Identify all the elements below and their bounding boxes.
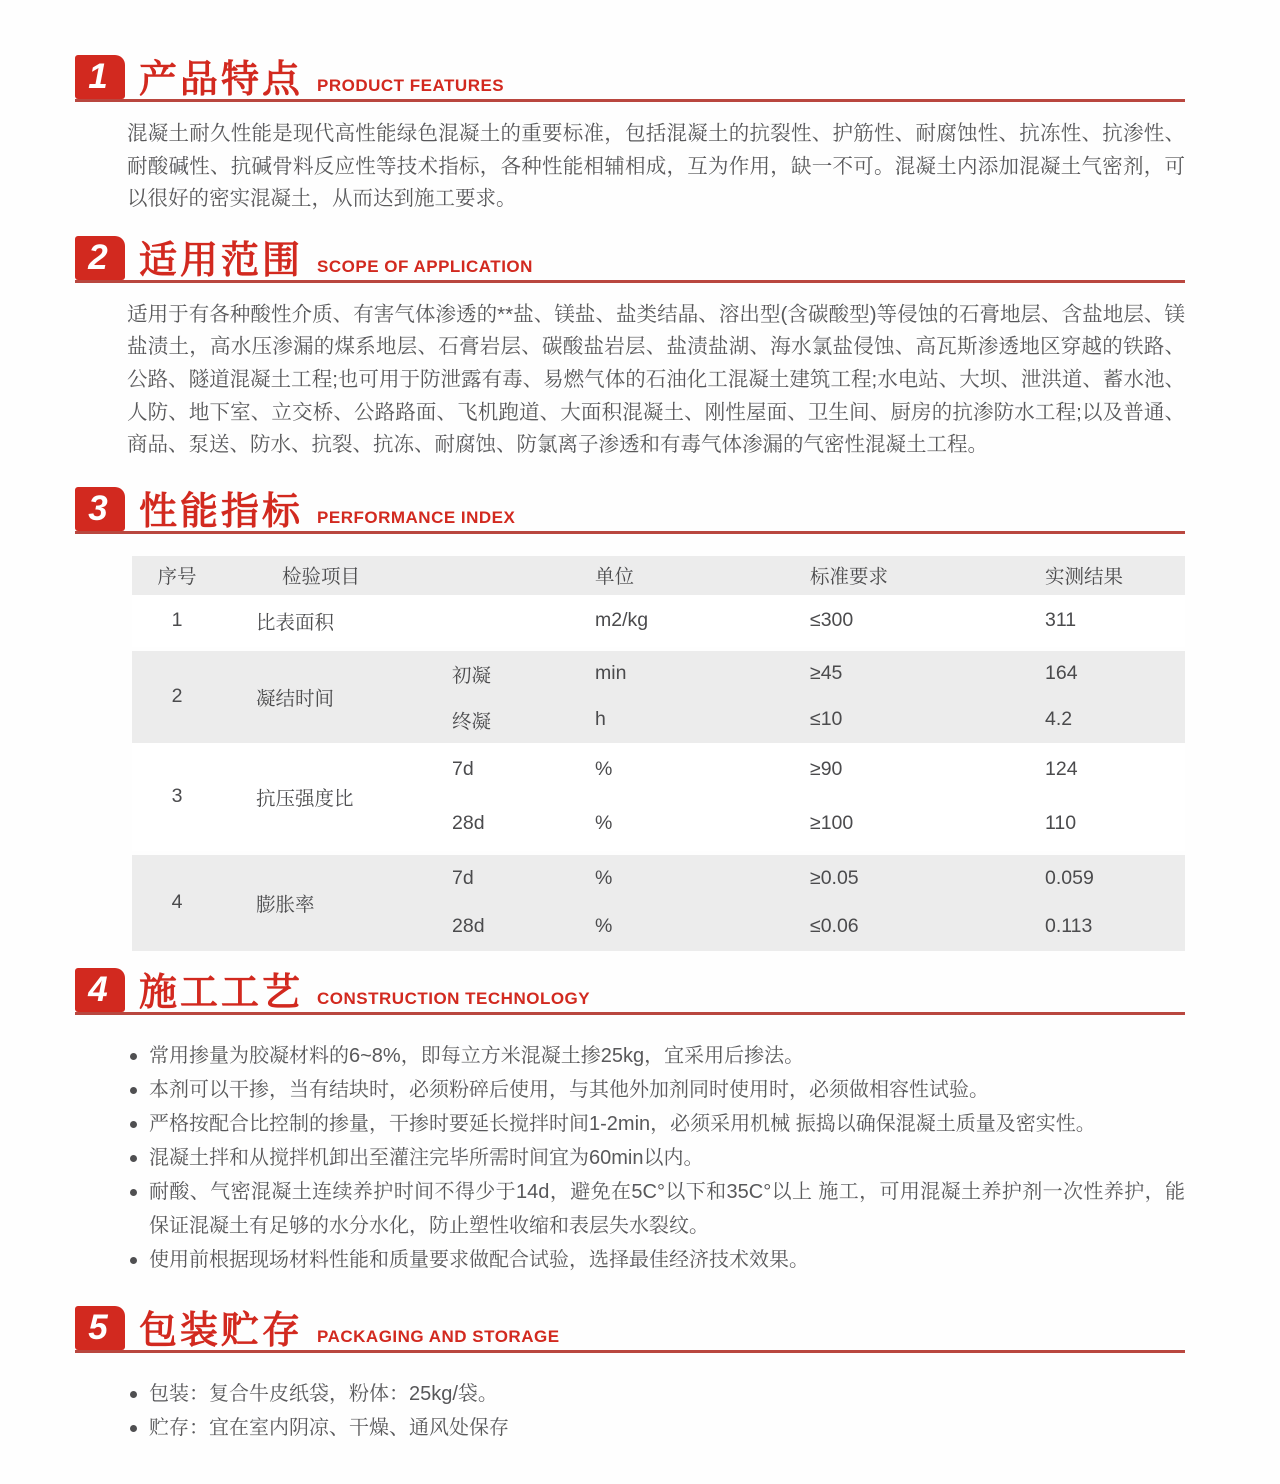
cell-subitem: 初凝: [452, 664, 492, 687]
section-number-badge: 4: [75, 968, 125, 1012]
cell-result: 124: [1045, 758, 1078, 781]
header-cell: 序号: [157, 566, 197, 589]
section-number-badge: 5: [75, 1306, 125, 1350]
header-cell: 检验项目: [282, 566, 361, 589]
section-title: 包装贮存: [139, 1309, 304, 1352]
table-row-group: [132, 855, 1185, 951]
list-item: [130, 1107, 1185, 1141]
cell-no: 4: [171, 891, 183, 914]
cell-subitem: 终凝: [452, 710, 492, 733]
section-subtitle-en: SCOPE OF APPLICATION: [317, 256, 533, 276]
bullet-dot-icon: [130, 1257, 137, 1264]
cell-unit: m2/kg: [595, 609, 649, 632]
header-cell: 实测结果: [1045, 566, 1124, 589]
cell-unit: %: [595, 758, 613, 781]
section-performance-index: [75, 487, 1185, 951]
section-packaging-storage: [75, 1306, 1185, 1445]
section-paragraph: 混凝土耐久性能是现代高性能绿色混凝土的重要标准，包括混凝土的抗裂性、护筋性、耐腐蚀性、抗冻性、抗渗性、耐酸碱性、抗碱骨料反应性等技术指标，各种性能相辅相成，互为作用，缺一不可。混凝土内添加混凝土气密剂，可以很好的密实混凝土，从而达到施工要求。: [127, 122, 1185, 211]
section-heading: [75, 55, 1185, 102]
cell-result: 0.059: [1045, 867, 1094, 890]
section-number-badge: 2: [75, 236, 125, 280]
bullet-dot-icon: [130, 1053, 137, 1060]
packaging-bullet-list: [130, 1377, 1185, 1445]
bullet-text: 使用前根据现场材料性能和质量要求做配合试验，选择最佳经济技术效果。: [149, 1248, 809, 1271]
cell-standard: ≤10: [810, 708, 843, 731]
list-item: [130, 1377, 1185, 1411]
bullet-text: 耐酸、气密混凝土连续养护时间不得少于14d，避免在5C°以下和35C°以上 施工，可用混凝土养护剂一次性养护，能保证混凝土有足够的水分水化，防止塑性收缩和表层失水裂纹。: [149, 1180, 1185, 1237]
bullet-text: 本剂可以干掺，当有结块时，必须粉碎后使用，与其他外加剂同时使用时，必须做相容性试验。: [149, 1078, 989, 1101]
list-item: [130, 1073, 1185, 1107]
bullet-dot-icon: [130, 1155, 137, 1162]
header-cell: 单位: [595, 566, 635, 589]
cell-subitem: 28d: [452, 812, 485, 835]
section-title: 产品特点: [139, 59, 304, 101]
section-construction-technology: [75, 968, 1185, 1277]
table-row: [132, 595, 1185, 647]
performance-table: [132, 556, 1185, 951]
cell-subitem: 7d: [452, 758, 474, 781]
section-heading: [75, 968, 1185, 1015]
bullet-text: 混凝土拌和从搅拌机卸出至灌注完毕所需时间宜为60min以内。: [149, 1146, 704, 1169]
section-title: 施工工艺: [139, 971, 304, 1014]
cell-unit: %: [595, 867, 613, 890]
section-subtitle-en: PRODUCT FEATURES: [317, 76, 505, 95]
table-row-group: [132, 743, 1185, 851]
bullet-text: 常用掺量为胶凝材料的6~8%，即每立方米混凝土掺25kg，宜采用后掺法。: [149, 1044, 805, 1067]
bullet-dot-icon: [130, 1087, 137, 1094]
cell-result: 164: [1045, 662, 1078, 685]
cell-result: 4.2: [1045, 708, 1073, 731]
cell-item: 抗压强度比: [256, 787, 354, 810]
section-scope-of-application: [75, 236, 1185, 462]
bullet-dot-icon: [130, 1391, 137, 1398]
section-heading: [75, 1306, 1185, 1353]
cell-subitem: 28d: [452, 915, 485, 938]
list-item: [130, 1243, 1185, 1277]
bullet-dot-icon: [130, 1121, 137, 1128]
list-item: [130, 1175, 1185, 1243]
section-subtitle-en: CONSTRUCTION TECHNOLOGY: [317, 988, 591, 1008]
construction-bullet-list: [130, 1039, 1185, 1277]
section-subtitle-en: PERFORMANCE INDEX: [317, 507, 516, 527]
bullet-text: 贮存：宜在室内阴凉、干燥、通风处保存: [149, 1416, 509, 1439]
section-title: 性能指标: [139, 490, 304, 533]
list-item: [130, 1411, 1185, 1445]
section-heading: [75, 487, 1185, 534]
cell-unit: %: [595, 812, 613, 835]
cell-standard: ≥100: [810, 812, 854, 835]
cell-standard: ≤300: [810, 609, 854, 632]
cell-standard: ≥45: [810, 662, 843, 685]
section-title: 适用范围: [139, 239, 304, 282]
cell-no: 1: [171, 609, 183, 632]
cell-unit: h: [595, 708, 606, 731]
section-product-features: [75, 55, 1185, 216]
cell-item: 凝结时间: [256, 687, 335, 710]
bullet-text: 包装：复合牛皮纸袋，粉体：25kg/袋。: [149, 1382, 498, 1405]
table-row-group: [132, 651, 1185, 743]
list-item: [130, 1039, 1185, 1073]
bullet-dot-icon: [130, 1189, 137, 1196]
cell-subitem: 7d: [452, 867, 474, 890]
cell-result: 311: [1045, 609, 1077, 632]
section-number-badge: 1: [75, 55, 125, 99]
cell-result: 110: [1045, 812, 1077, 835]
cell-result: 0.113: [1045, 915, 1093, 938]
section-heading: [75, 236, 1185, 283]
cell-standard: ≥90: [810, 758, 843, 781]
bullet-dot-icon: [130, 1425, 137, 1432]
cell-unit: %: [595, 915, 613, 938]
header-cell: 标准要求: [810, 566, 889, 589]
cell-no: 2: [171, 685, 183, 708]
section-subtitle-en: PACKAGING AND STORAGE: [317, 1326, 560, 1346]
cell-no: 3: [171, 785, 183, 808]
cell-standard: ≤0.06: [810, 915, 859, 938]
cell-item: 膨胀率: [256, 893, 315, 916]
cell-standard: ≥0.05: [810, 867, 859, 890]
cell-item: 比表面积: [256, 611, 335, 634]
bullet-text: 严格按配合比控制的掺量，干掺时要延长搅拌时间1-2min，必须采用机械 振捣以确保混凝土质量及密实性。: [149, 1112, 1096, 1135]
cell-unit: min: [595, 662, 627, 685]
section-paragraph: 适用于有各种酸性介质、有害气体渗透的**盐、镁盐、盐类结晶、溶出型(含碳酸型)等侵蚀的石膏地层、含盐地层、镁盐渍土，高水压渗漏的煤系地层、石膏岩层、碳酸盐岩层、盐渍盐湖、海水氯盐侵蚀、高瓦斯渗透地区穿越的铁路、公路、隧道混凝土工程;也可用于防泄露有毒、易燃气体的石油化工混凝土建筑工程;水电站、大坝、泄洪道、蓄水池、人防、地下室、立交桥、公路路面、飞机跑道、大面积混凝土、刚性屋面、卫生间、厨房的抗渗防水工程;以及普通、商品、泵送、防水、抗裂、抗冻、耐腐蚀、防氯离子渗透和有毒气体渗漏的气密性混凝土工程。: [127, 302, 1185, 457]
table-header-row: [132, 556, 1185, 595]
section-number-badge: 3: [75, 487, 125, 531]
list-item: [130, 1141, 1185, 1175]
